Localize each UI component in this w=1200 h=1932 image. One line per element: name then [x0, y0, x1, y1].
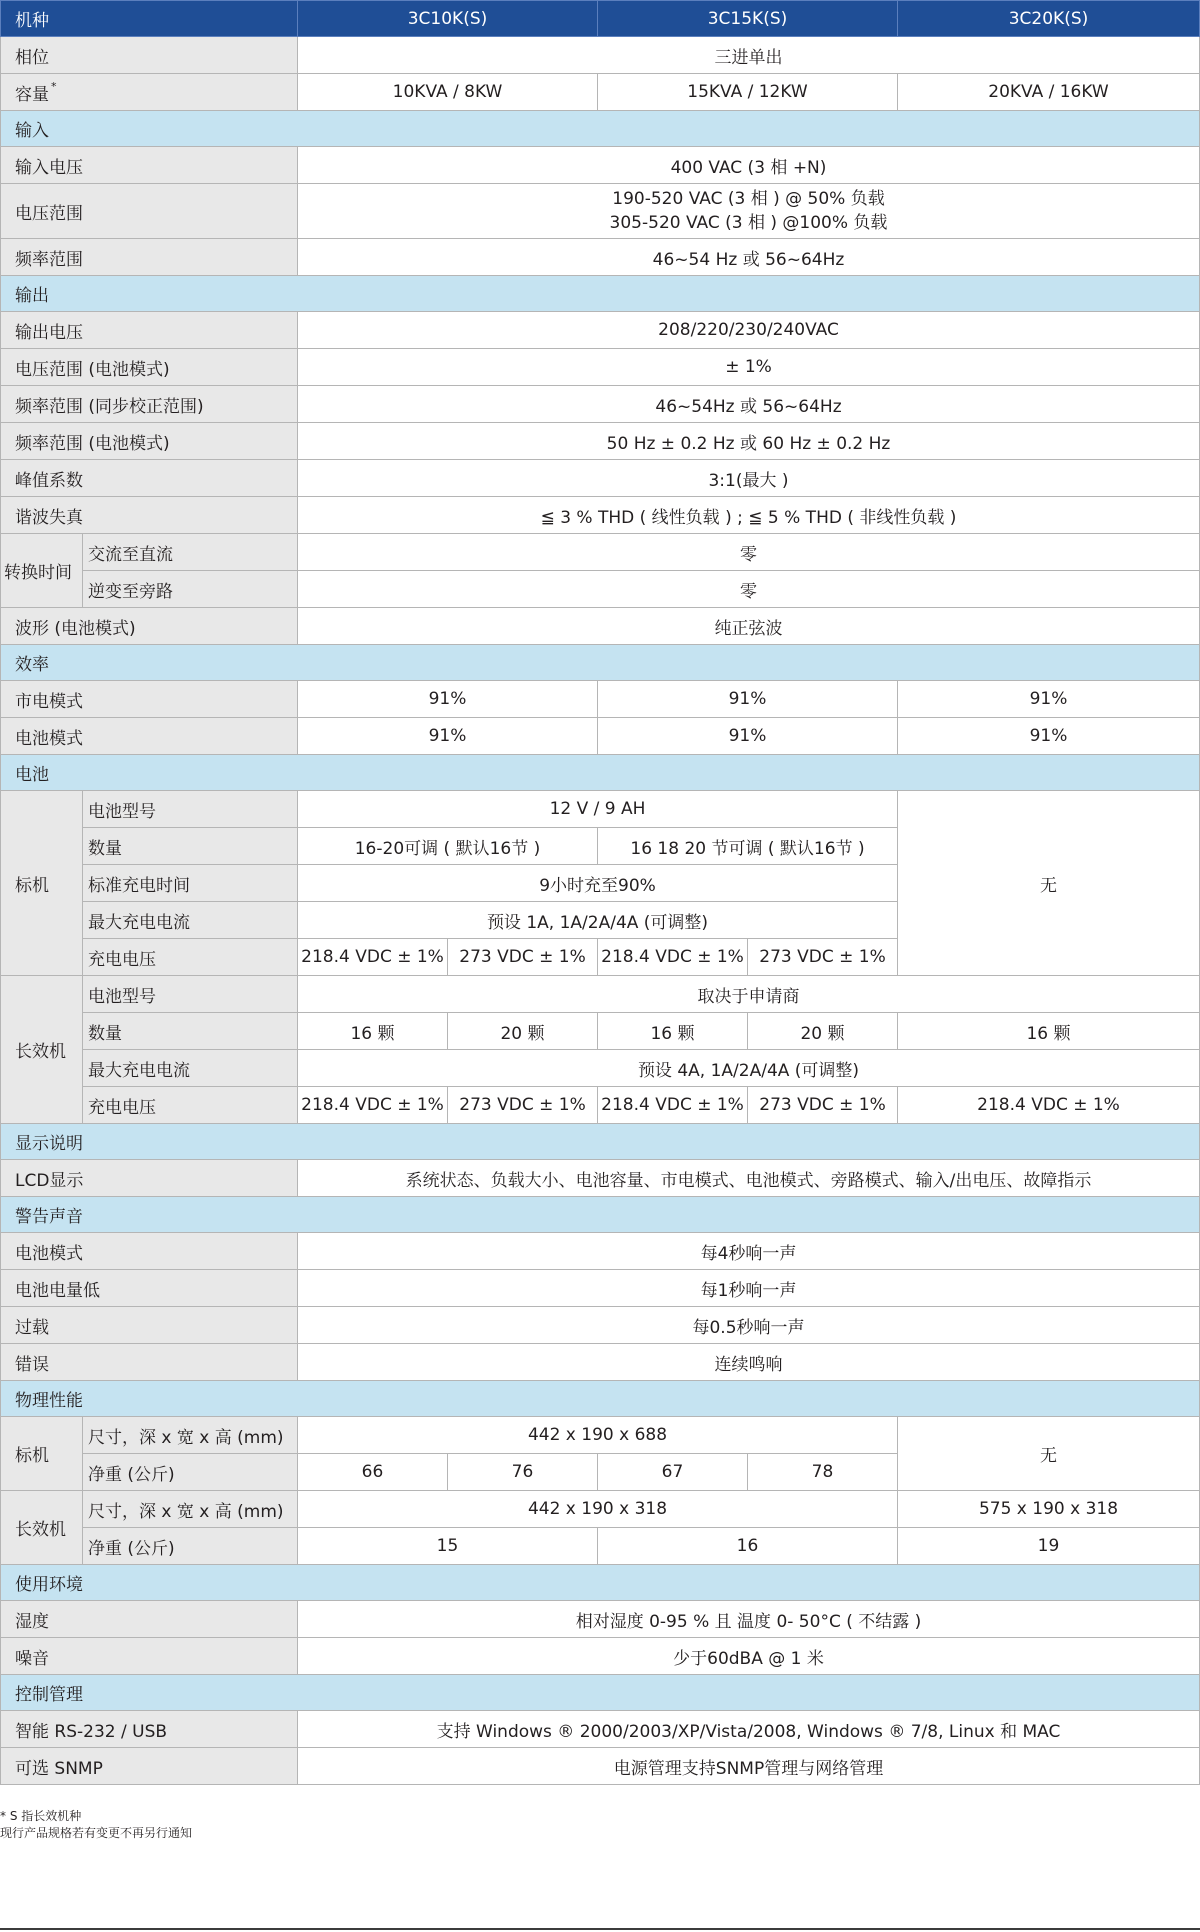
long-weight-3c15k: 16: [598, 1528, 898, 1565]
alarm-fault-value: 连续鸣响: [298, 1344, 1200, 1381]
eff-batt-mode-3c15k: 91%: [598, 718, 898, 755]
std-charge-time-value: 9小时充至90%: [298, 865, 898, 902]
eff-batt-mode-3c10k: 91%: [298, 718, 598, 755]
capacity-3c10k: 10KVA / 8KW: [298, 74, 598, 111]
capacity-label: 容量: [15, 84, 49, 105]
eff-batt-mode-3c20k: 91%: [898, 718, 1200, 755]
row-input-voltage: [1, 147, 1200, 184]
model-3c10k: 3C10K(S): [298, 1, 598, 37]
model-3c15k: 3C15K(S): [598, 1, 898, 37]
section-environment-title: 使用环境: [1, 1565, 1200, 1601]
humidity-value: 相对湿度 0-95 % 且 温度 0- 50°C ( 不结露 ): [298, 1601, 1200, 1638]
row-waveform: [1, 608, 1200, 645]
section-efficiency: [1, 645, 1200, 681]
capacity-footnote-mark: *: [51, 79, 57, 93]
freq-sync-value: 46~54Hz 或 56~64Hz: [298, 386, 1200, 423]
row-snmp: [1, 1748, 1200, 1785]
phase-label: 相位: [1, 37, 298, 74]
input-freq-value: 46~54 Hz 或 56~64Hz: [298, 239, 1200, 276]
std-dimensions-value: 442 x 190 x 688: [298, 1417, 898, 1454]
capacity-3c15k: 15KVA / 12KW: [598, 74, 898, 111]
noise-value: 少于60dBA @ 1 米: [298, 1638, 1200, 1675]
std-charge-voltage-label: 充电电压: [83, 939, 298, 976]
header-label: 机种: [1, 1, 298, 37]
eff-ac-mode-3c20k: 91%: [898, 681, 1200, 718]
long-battery-qty-5: 16 颗: [898, 1013, 1200, 1050]
row-long-battery-qty: [1, 1013, 1200, 1050]
long-battery-qty-3: 16 颗: [598, 1013, 748, 1050]
eff-ac-mode-label: 市电模式: [1, 681, 298, 718]
row-transfer-ac-dc: [1, 534, 1200, 571]
rs232-value: 支持 Windows ® 2000/2003/XP/Vista/2008, Windows ® 7/8, Linux 和 MAC: [298, 1711, 1200, 1748]
long-charge-voltage-5: 218.4 VDC ± 1%: [898, 1087, 1200, 1124]
waveform-value: 纯正弦波: [298, 608, 1200, 645]
input-voltage-value: 400 VAC (3 相 +N): [298, 147, 1200, 184]
crest-factor-value: 3:1(最大 ): [298, 460, 1200, 497]
lcd-value: 系统状态、负载大小、电池容量、市电模式、电池模式、旁路模式、输入/出电压、故障指示: [298, 1160, 1200, 1197]
std-charge-time-label: 标准充电时间: [83, 865, 298, 902]
long-dimensions-3c20k: 575 x 190 x 318: [898, 1491, 1200, 1528]
std-weight-label: 净重 (公斤): [83, 1454, 298, 1491]
phase-value: 三进单出: [298, 37, 1200, 74]
row-eff-ac-mode: [1, 681, 1200, 718]
noise-label: 噪音: [1, 1638, 298, 1675]
eff-batt-mode-label: 电池模式: [1, 718, 298, 755]
long-charge-voltage-2: 273 VDC ± 1%: [448, 1087, 598, 1124]
std-weight-4: 78: [748, 1454, 898, 1491]
transfer-inv-bypass-value: 零: [298, 571, 1200, 608]
waveform-label: 波形 (电池模式): [1, 608, 298, 645]
row-lcd: [1, 1160, 1200, 1197]
row-long-battery-type: [1, 976, 1200, 1013]
long-weight-3c20k: 19: [898, 1528, 1200, 1565]
section-physical-title: 物理性能: [1, 1381, 1200, 1417]
section-physical: [1, 1381, 1200, 1417]
long-battery-qty-1: 16 颗: [298, 1013, 448, 1050]
output-voltage-value: 208/220/230/240VAC: [298, 312, 1200, 349]
std-weight-1: 66: [298, 1454, 448, 1491]
std-battery-qty-label: 数量: [83, 828, 298, 865]
long-charge-voltage-3: 218.4 VDC ± 1%: [598, 1087, 748, 1124]
snmp-value: 电源管理支持SNMP管理与网络管理: [298, 1748, 1200, 1785]
section-alarm-title: 警告声音: [1, 1197, 1200, 1233]
freq-sync-label: 频率范围 (同步校正范围): [1, 386, 298, 423]
row-capacity: [1, 74, 1200, 111]
snmp-label: 可选 SNMP: [1, 1748, 298, 1785]
section-output: [1, 276, 1200, 312]
section-battery: [1, 755, 1200, 791]
row-long-weight: [1, 1528, 1200, 1565]
section-environment: [1, 1565, 1200, 1601]
voltage-range-line1: 190-520 VAC (3 相 ) @ 50% 负载: [612, 189, 885, 209]
eff-ac-mode-3c15k: 91%: [598, 681, 898, 718]
row-voltage-range: [1, 184, 1200, 239]
voltage-regulation-label: 电压范围 (电池模式): [1, 349, 298, 386]
row-std-dimensions: [1, 1417, 1200, 1454]
long-charge-voltage-4: 273 VDC ± 1%: [748, 1087, 898, 1124]
header-row: [1, 1, 1200, 37]
long-dimensions-label: 尺寸，深 x 宽 x 高 (mm): [83, 1491, 298, 1528]
row-humidity: [1, 1601, 1200, 1638]
std-charge-voltage-3: 218.4 VDC ± 1%: [598, 939, 748, 976]
section-alarm: [1, 1197, 1200, 1233]
long-charge-voltage-label: 充电电压: [83, 1087, 298, 1124]
alarm-overload-value: 每0.5秒响一声: [298, 1307, 1200, 1344]
footnotes: [0, 1808, 192, 1842]
std-max-current-label: 最大充电电流: [83, 902, 298, 939]
alarm-fault-label: 错误: [1, 1344, 298, 1381]
thd-value: ≦ 3 % THD ( 线性负载 ) ; ≦ 5 % THD ( 非线性负载 ): [298, 497, 1200, 534]
long-battery-qty-4: 20 颗: [748, 1013, 898, 1050]
std-battery-type-value: 12 V / 9 AH: [298, 791, 898, 828]
section-management: [1, 1675, 1200, 1711]
row-crest-factor: [1, 460, 1200, 497]
footnote-spec-change: 现行产品规格若有变更不再另行通知: [0, 1826, 193, 1840]
alarm-battery-mode-value: 每4秒响一声: [298, 1233, 1200, 1270]
rs232-label: 智能 RS-232 / USB: [1, 1711, 298, 1748]
crest-factor-label: 峰值系数: [1, 460, 298, 497]
long-battery-qty-label: 数量: [83, 1013, 298, 1050]
long-max-current-label: 最大充电电流: [83, 1050, 298, 1087]
transfer-ac-dc-value: 零: [298, 534, 1200, 571]
row-alarm-overload: [1, 1307, 1200, 1344]
capacity-3c20k: 20KVA / 16KW: [898, 74, 1200, 111]
freq-battery-label: 频率范围 (电池模式): [1, 423, 298, 460]
long-dimensions-3c10k-15k: 442 x 190 x 318: [298, 1491, 898, 1528]
row-long-max-current: [1, 1050, 1200, 1087]
std-charge-voltage-4: 273 VDC ± 1%: [748, 939, 898, 976]
bottom-divider: [0, 1928, 1200, 1930]
transfer-time-label: 转换时间: [1, 534, 83, 608]
voltage-range-label: 电压范围: [1, 184, 298, 239]
std-charge-voltage-2: 273 VDC ± 1%: [448, 939, 598, 976]
row-transfer-inv-bypass: [1, 571, 1200, 608]
row-freq-battery: [1, 423, 1200, 460]
freq-battery-value: 50 Hz ± 0.2 Hz 或 60 Hz ± 0.2 Hz: [298, 423, 1200, 460]
battery-long-label: 长效机: [1, 976, 83, 1124]
std-dimensions-label: 尺寸，深 x 宽 x 高 (mm): [83, 1417, 298, 1454]
physical-standard-label: 标机: [1, 1417, 83, 1491]
voltage-range-line2: 305-520 VAC (3 相 ) @100% 负载: [609, 213, 888, 233]
physical-long-label: 长效机: [1, 1491, 83, 1565]
std-charge-voltage-1: 218.4 VDC ± 1%: [298, 939, 448, 976]
alarm-battery-mode-label: 电池模式: [1, 1233, 298, 1270]
thd-label: 谐波失真: [1, 497, 298, 534]
section-display: [1, 1124, 1200, 1160]
voltage-regulation-value: ± 1%: [298, 349, 1200, 386]
long-charge-voltage-1: 218.4 VDC ± 1%: [298, 1087, 448, 1124]
std-battery-qty-3c10k: 16-20可调 ( 默认16节 ): [298, 828, 598, 865]
std-battery-qty-3c15k: 16 18 20 节可调 ( 默认16节 ): [598, 828, 898, 865]
section-input-title: 输入: [1, 111, 1200, 147]
row-alarm-fault: [1, 1344, 1200, 1381]
input-freq-label: 频率范围: [1, 239, 298, 276]
row-input-freq: [1, 239, 1200, 276]
alarm-low-battery-label: 电池电量低: [1, 1270, 298, 1307]
long-weight-label: 净重 (公斤): [83, 1528, 298, 1565]
long-max-current-value: 预设 4A, 1A/2A/4A (可调整): [298, 1050, 1200, 1087]
row-long-charge-voltage: [1, 1087, 1200, 1124]
row-alarm-low-battery: [1, 1270, 1200, 1307]
std-physical-3c20k-none: 无: [898, 1417, 1200, 1491]
long-battery-type-label: 电池型号: [83, 976, 298, 1013]
eff-ac-mode-3c10k: 91%: [298, 681, 598, 718]
capacity-label-cell: [1, 74, 298, 111]
row-std-battery-type: [1, 791, 1200, 828]
transfer-inv-bypass-label: 逆变至旁路: [83, 571, 298, 608]
row-thd: [1, 497, 1200, 534]
section-display-title: 显示说明: [1, 1124, 1200, 1160]
std-weight-2: 76: [448, 1454, 598, 1491]
alarm-overload-label: 过载: [1, 1307, 298, 1344]
output-voltage-label: 输出电压: [1, 312, 298, 349]
row-eff-batt-mode: [1, 718, 1200, 755]
row-noise: [1, 1638, 1200, 1675]
row-voltage-regulation: [1, 349, 1200, 386]
std-battery-type-label: 电池型号: [83, 791, 298, 828]
std-weight-3: 67: [598, 1454, 748, 1491]
section-efficiency-title: 效率: [1, 645, 1200, 681]
footnote-s-models: * S 指长效机种: [0, 1809, 82, 1823]
lcd-label: LCD显示: [1, 1160, 298, 1197]
row-phase: [1, 37, 1200, 74]
row-output-voltage: [1, 312, 1200, 349]
row-long-dimensions: [1, 1491, 1200, 1528]
transfer-ac-dc-label: 交流至直流: [83, 534, 298, 571]
model-3c20k: 3C20K(S): [898, 1, 1200, 37]
section-management-title: 控制管理: [1, 1675, 1200, 1711]
long-weight-3c10k: 15: [298, 1528, 598, 1565]
std-battery-3c20k-none: 无: [898, 791, 1200, 976]
humidity-label: 湿度: [1, 1601, 298, 1638]
section-output-title: 输出: [1, 276, 1200, 312]
long-battery-type-value: 取决于申请商: [298, 976, 1200, 1013]
long-battery-qty-2: 20 颗: [448, 1013, 598, 1050]
voltage-range-value: [298, 184, 1200, 239]
row-rs232: [1, 1711, 1200, 1748]
section-battery-title: 电池: [1, 755, 1200, 791]
row-alarm-battery-mode: [1, 1233, 1200, 1270]
row-freq-sync: [1, 386, 1200, 423]
std-max-current-value: 预设 1A, 1A/2A/4A (可调整): [298, 902, 898, 939]
input-voltage-label: 输入电压: [1, 147, 298, 184]
battery-standard-label: 标机: [1, 791, 83, 976]
alarm-low-battery-value: 每1秒响一声: [298, 1270, 1200, 1307]
section-input: [1, 111, 1200, 147]
